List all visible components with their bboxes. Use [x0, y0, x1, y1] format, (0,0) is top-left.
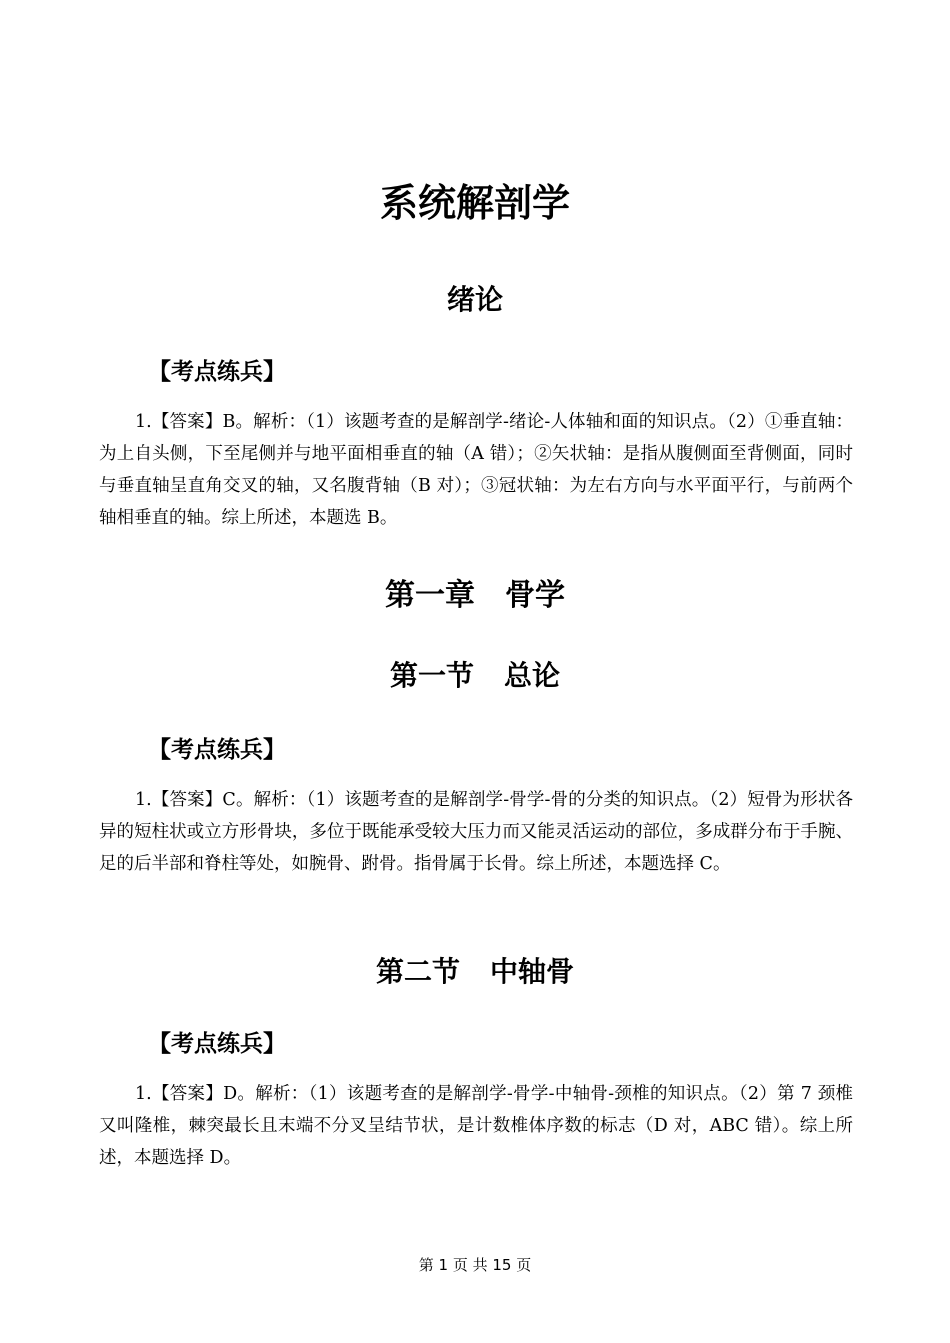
intro-answer-paragraph: 1.【答案】B。解析：（1）该题考查的是解剖学-绪论-人体轴和面的知识点。（2）①垂直轴：为上自头侧，下至尾侧并与地平面相垂直的轴（A 错）；②矢状轴：是指从腹侧面至背侧面，同时与垂直轴呈直角交叉的轴，又名腹背轴（B 对）；③冠状轴：为左右方向与水平面平行，与前两个轴相垂直的轴。综上所述，本题选 B。	[99, 412, 853, 528]
section2-label: 第二节	[375, 955, 460, 988]
intro-heading: 绪论	[446, 283, 503, 316]
section2-answer-paragraph: 1.【答案】D。解析：（1）该题考查的是解剖学-骨学-中轴骨-颈椎的知识点。（2）第 7 颈椎又叫隆椎，棘突最长且末端不分叉呈结节状，是计数椎体序数的标志（D 对，ABC 错）。综上所述，本题选择 D。	[99, 1084, 853, 1168]
chapter-name: 骨学	[505, 578, 565, 613]
chapter-heading	[0, 570, 950, 614]
section1-name: 总论	[504, 659, 561, 692]
section2-name: 中轴骨	[490, 955, 575, 988]
section2-heading	[0, 950, 950, 990]
page-footer: 第 1 页 共 15 页	[418, 1256, 532, 1274]
section1-exercise-label: 【考点练兵】	[148, 737, 286, 763]
section1-label: 第一节	[389, 659, 474, 692]
document-title: 系统解剖学	[379, 181, 570, 225]
section1-answer-paragraph: 1.【答案】C。解析：（1）该题考查的是解剖学-骨学-骨的分类的知识点。（2）短骨为形状各异的短柱状或立方形骨块，多位于既能承受较大压力而又能灵活运动的部位，多成群分布于手腕、足的后半部和脊柱等处，如腕骨、跗骨。指骨属于长骨。综上所述，本题选择 C。	[99, 790, 853, 874]
section2-exercise-label: 【考点练兵】	[148, 1031, 286, 1057]
chapter-label: 第一章	[385, 578, 475, 613]
section1-heading	[0, 654, 950, 694]
intro-exercise-label: 【考点练兵】	[148, 359, 286, 385]
